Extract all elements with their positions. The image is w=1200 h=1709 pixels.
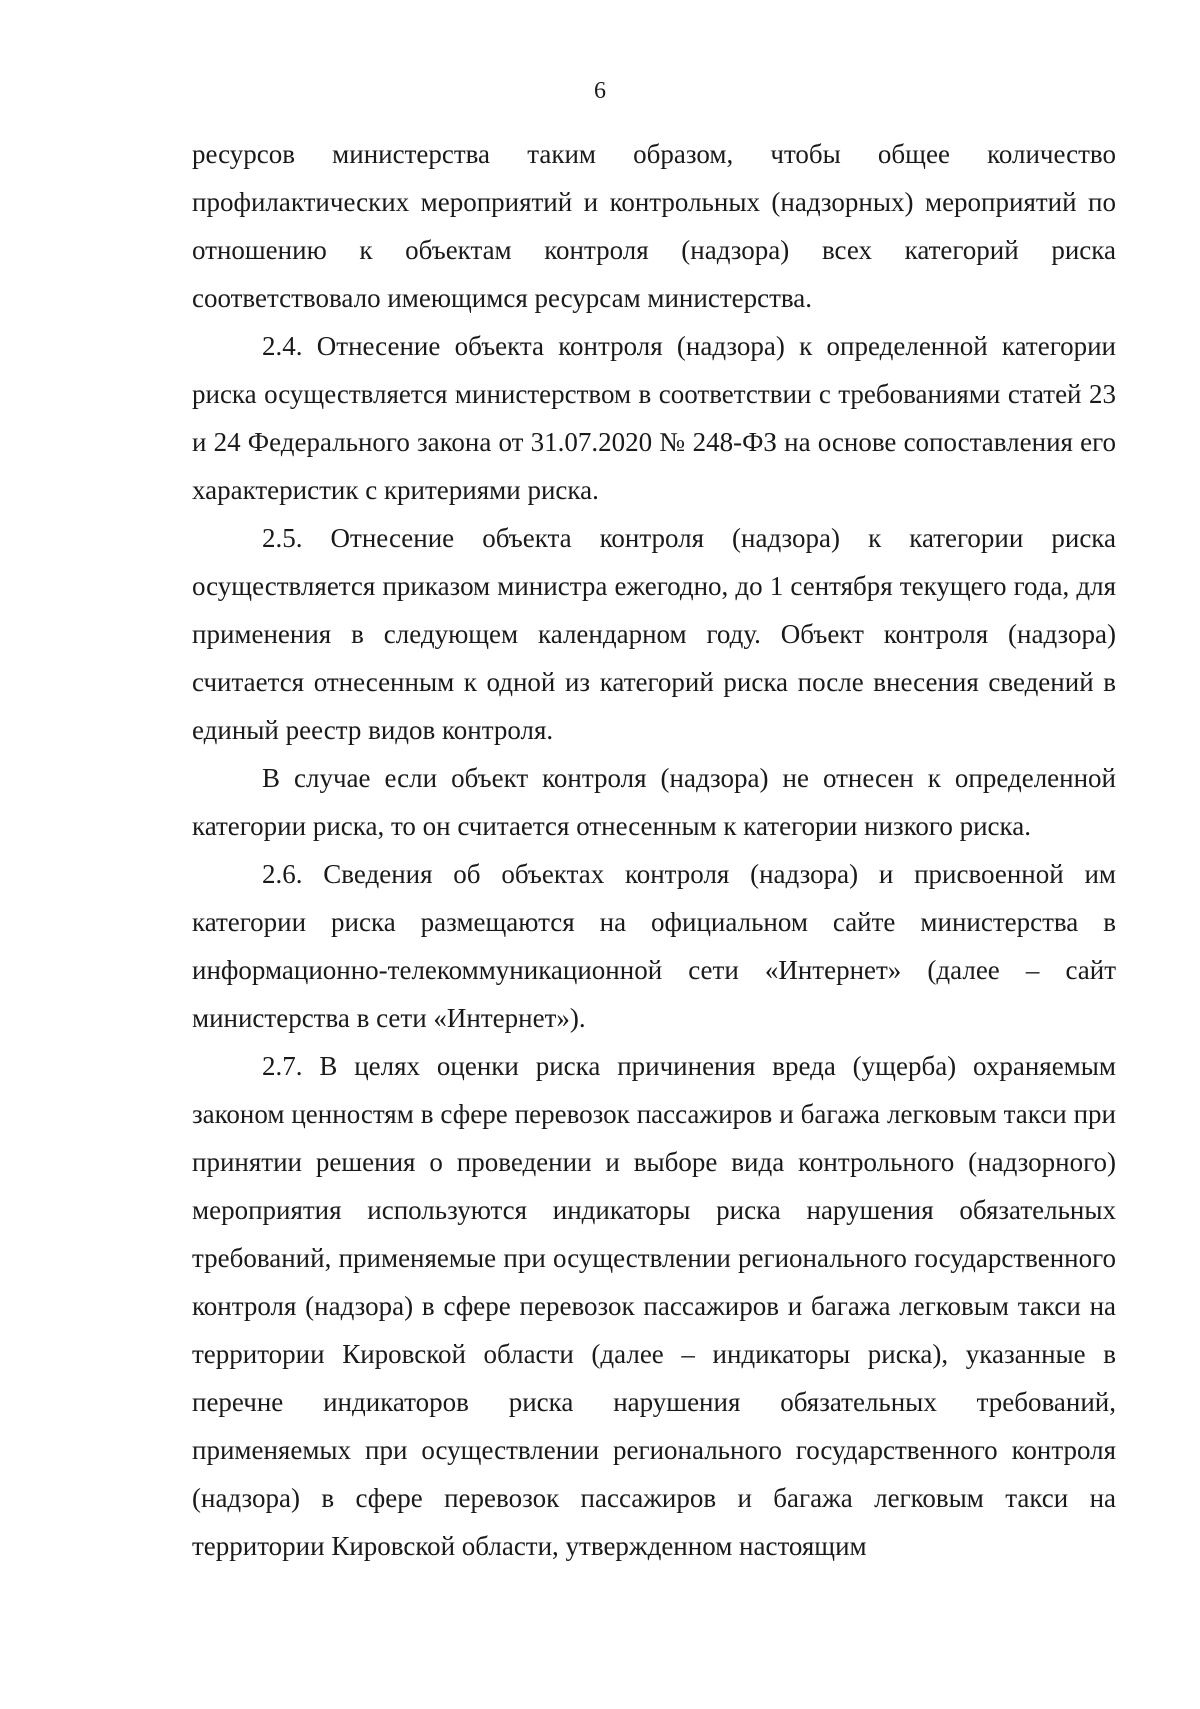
paragraph-2-4: 2.4. Отнесение объекта контроля (надзора) к определенной категории риска осуществляется министерством в соответствии с требованиями статей 23 и 24 Федерального закона от 31.07.2020 № 248-ФЗ на основе сопоставления его характеристик с критериями риска.	[192, 331, 1116, 505]
paragraph-2-6: 2.6. Сведения об объектах контроля (надзора) и присвоенной им категории риска размещаются на официальном сайте министерства в информационно-телекоммуникационной сети «Интернет» (далее – сайт министерства в сети «Интернет»).	[192, 859, 1116, 1033]
paragraph-2-7: 2.7. В целях оценки риска причинения вреда (ущерба) охраняемым законом ценностям в сфере перевозок пассажиров и багажа легковым такси при принятии решения о проведении и выборе вида контрольного (надзорного) мероприятия используются индикаторы риска нарушения обязательных требований, применяемые при осуществлении регионального государственного контроля (надзора) в сфере перевозок пассажиров и багажа легковым такси на территории Кировской области (далее – индикаторы риска), указанные в перечне индикаторов риска нарушения обязательных требований, применяемых при осуществлении регионального государственного контроля (надзора) в сфере перевозок пассажиров и багажа легковым такси на территории Кировской области, утвержденном настоящим	[192, 1051, 1116, 1561]
paragraph-continuation: ресурсов министерства таким образом, чтобы общее количество профилактических мероприятий и контрольных (надзорных) мероприятий по отношению к объектам контроля (надзора) всех категорий риска соответствовало имеющимся ресурсам министерства.	[192, 139, 1116, 313]
page-number: 6	[594, 78, 606, 104]
paragraph-2-5: 2.5. Отнесение объекта контроля (надзора) к категории риска осуществляется приказом министра ежегодно, до 1 сентября текущего года, для применения в следующем календарном году. Объект контроля (надзора) считается отнесенным к одной из категорий риска после внесения сведений в единый реестр видов контроля.	[192, 523, 1116, 745]
paragraph-low-risk: В случае если объект контроля (надзора) не отнесен к определенной категории риска, то он считается отнесенным к категории низкого риска.	[192, 763, 1116, 841]
document-body	[192, 130, 1116, 1570]
